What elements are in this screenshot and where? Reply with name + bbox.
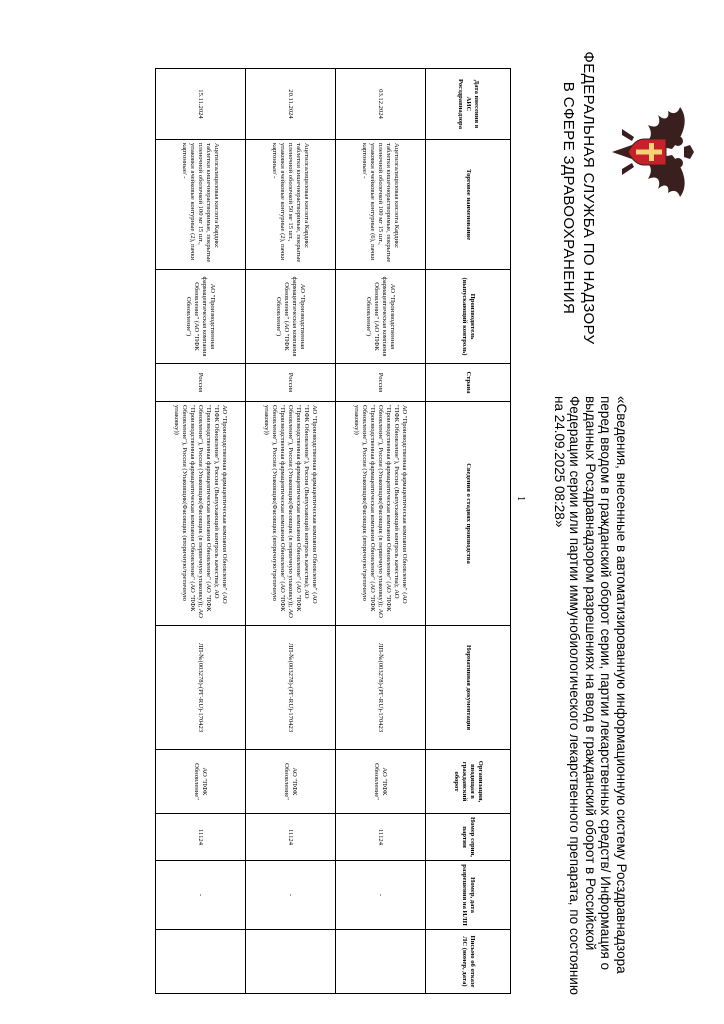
- column-header: Организация, вводящая в гражданский оборот: [426, 750, 511, 814]
- cell-permit: -: [156, 861, 246, 930]
- agency-name-line2: В СФЕРЕ ЗДРАВООХРАНЕНИЯ: [560, 81, 578, 315]
- cell-permit: -: [336, 861, 426, 930]
- cell-refusal: [336, 930, 426, 994]
- column-header: Производитель (выпускающий контроль): [426, 270, 511, 364]
- cell-stages: АО "Производственная фармацевтическая компания Обновление" (АО "ПФК Обновление"), Россия (Выпускающий контроль качества); АО "Производственная фармацевтическая компания Обновление" (АО "ПФК Обновление"), Россия (Упаковщик(Фасовщик (в первичную упаковку)); АО "Производственная фармацевтическая компания Обновление" (АО "ПФК Обновление"), Россия (Упаковщик(Фасовщик (вторичную/третичную упаковку)): [156, 402, 246, 626]
- table-header-row: [426, 69, 511, 994]
- column-header: Страна: [426, 364, 511, 402]
- cell-norm-doc: ЛП-№(003278)-(РГ-RU)-170423: [336, 626, 426, 750]
- cell-organization: АО "ПФК Обновление": [336, 750, 426, 814]
- column-header: Сведения о стадиях производства: [426, 402, 511, 626]
- cell-permit: -: [246, 861, 336, 930]
- cell-series: 11124: [336, 814, 426, 861]
- cell-organization: АО "ПФК Обновление": [246, 750, 336, 814]
- cell-trade-name: Ацетилсалициловая кислота Кардикс таблетки кишечнорастворимые, покрытые пленочной оболочкой 100 мг 15 шт., упаковки ячейковые контурные (2), пачки картонные/ -: [156, 140, 246, 270]
- column-header: Номер, дата разрешения на ИЛП: [426, 861, 511, 930]
- eagle-emblem-icon: [608, 103, 694, 201]
- cell-trade-name: Ацетилсалициловая кислота Кардикс таблетки кишечнорастворимые, покрытые пленочной оболочкой 100 мг 15 шт., упаковки ячейковые контурные (6), пачки картонные/ -: [336, 140, 426, 270]
- cell-date: 15.11.2024: [156, 69, 246, 140]
- cell-stages: АО "Производственная фармацевтическая компания Обновление" (АО "ПФК Обновление"), Россия (Выпускающий контроль качества); АО "Производственная фармацевтическая компания Обновление" (АО "ПФК Обновление"), Россия (Упаковщик(Фасовщик (в первичную упаковку)); АО "Производственная фармацевтическая компания Обновление" (АО "ПФК Обновление"), Россия (Упаковщик(Фасовщик (вторичную/третичную упаковку)): [336, 402, 426, 626]
- cell-manufacturer: АО "Производственная фармацевтическая компания Обновление" (АО "ПФК Обновление"): [336, 270, 426, 364]
- cell-norm-doc: ЛП-№(003278)-(РГ-RU)-170423: [156, 626, 246, 750]
- cell-trade-name: Ацетилсалициловая кислота Кардикс таблетки кишечнорастворимые, покрытые пленочной оболочкой 50 мг 15 шт., упаковки ячейковые контурные (2), пачки картонные/ -: [246, 140, 336, 270]
- cell-norm-doc: ЛП-№(003278)-(РГ-RU)-170423: [246, 626, 336, 750]
- cell-date: 20.11.2024: [246, 69, 336, 140]
- cell-country: Россия: [156, 364, 246, 402]
- column-header: Номер серии, партии: [426, 814, 511, 861]
- cell-series: 11124: [246, 814, 336, 861]
- cell-stages: АО "Производственная фармацевтическая компания Обновление" (АО "ПФК Обновление"), Россия (Выпускающий контроль качества); АО "Производственная фармацевтическая компания Обновление" (АО "ПФК Обновление"), Россия (Упаковщик(Фасовщик (в первичную упаковку)); АО "Производственная фармацевтическая компания Обновление" (АО "ПФК Обновление"), Россия (Упаковщик(Фасовщик (вторичную/третичную упаковку)): [246, 402, 336, 626]
- cell-refusal: [156, 930, 246, 994]
- column-header: Торговое наименование: [426, 140, 511, 270]
- cell-refusal: [246, 930, 336, 994]
- cell-country: Россия: [246, 364, 336, 402]
- data-table: [155, 68, 511, 994]
- cell-series: 11124: [156, 814, 246, 861]
- column-header: Письмо об отказе ЛС (номер, дата): [426, 930, 511, 994]
- document-title: «Сведения, внесенные в автоматизированную информационную систему Росздравнадзора перед вводом в гражданский оборот серии, партии лекарственных средств/ Информация о выданных Росздравнадзором разрешениях на ввод в гражданский оборот в Российской Федерации серии или партии иммунобиологического лекарственного препарата, по состоянию на 24.09.2025 08:28»: [552, 396, 629, 995]
- table-row: [336, 69, 426, 994]
- table-row: [156, 69, 246, 994]
- agency-name-line1: ФЕДЕРАЛЬНАЯ СЛУЖБА ПО НАДЗОРУ: [580, 51, 597, 345]
- cell-country: Россия: [336, 364, 426, 402]
- table-row: [246, 69, 336, 994]
- cell-date: 03.12.2024: [336, 69, 426, 140]
- cell-manufacturer: АО "Производственная фармацевтическая компания Обновление" (АО "ПФК Обновление"): [246, 270, 336, 364]
- page-number: 1: [515, 496, 526, 501]
- agency-name: [559, 40, 598, 356]
- column-header: Нормативная документация: [426, 626, 511, 750]
- cell-organization: АО "ПФК Обновление": [156, 750, 246, 814]
- cell-manufacturer: АО "Производственная фармацевтическая компания Обновление" (АО "ПФК Обновление"): [156, 270, 246, 364]
- column-header: Дата внесения в АИС Росздравнадзора: [426, 69, 511, 140]
